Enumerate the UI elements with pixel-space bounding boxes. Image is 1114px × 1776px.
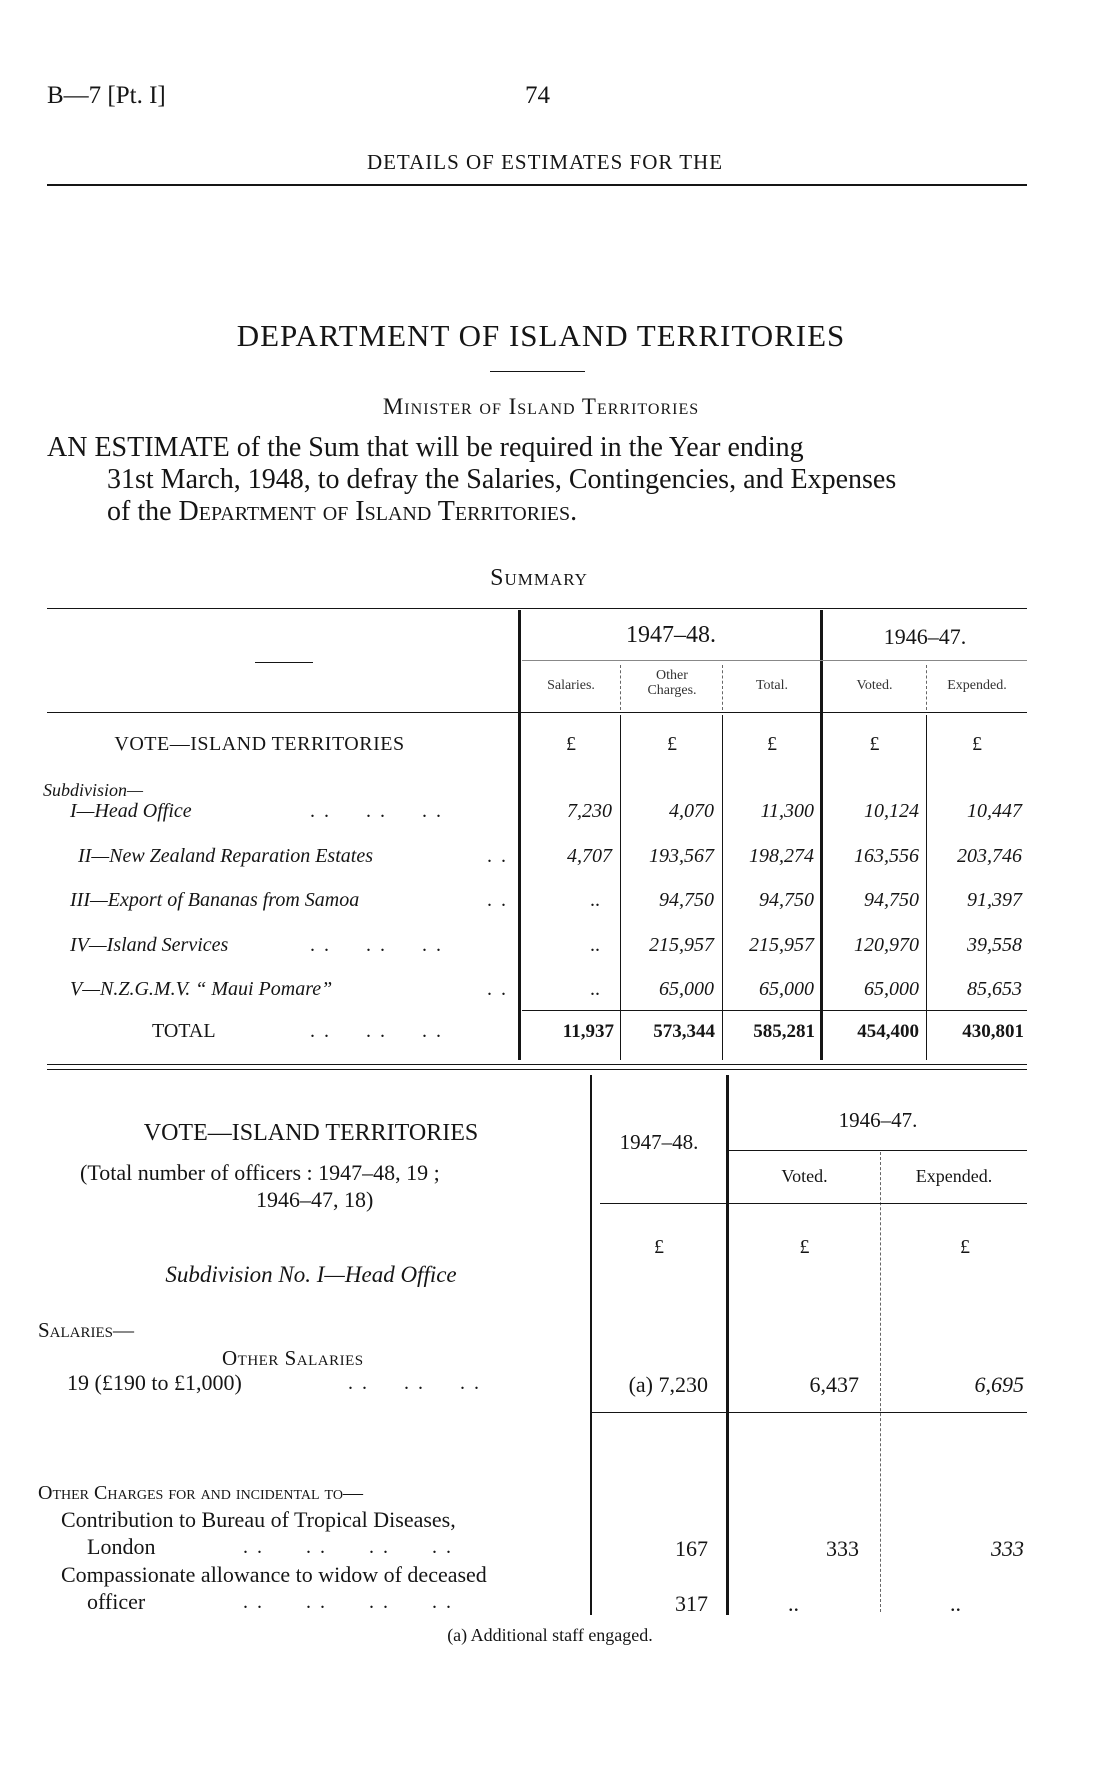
summary-cell-total: 65,000 <box>759 978 814 1000</box>
page-number: 74 <box>525 82 550 109</box>
department-title: DEPARTMENT OF ISLAND TERRITORIES <box>236 318 846 353</box>
salaries-heading: Salaries— <box>38 1318 135 1342</box>
leader-dots: . . . . . . <box>310 934 443 956</box>
page-reference: B—7 [Pt. I] <box>47 82 166 109</box>
summary-cell-voted: 10,124 <box>864 800 919 822</box>
salaries-row-label: 19 (£190 to £1,000) <box>67 1370 242 1395</box>
summary-total-label: TOTAL <box>152 1020 216 1042</box>
detail-header-rule <box>600 1203 1027 1204</box>
detail-year-current: 1947–48. <box>619 1130 699 1154</box>
summary-col-rule <box>620 715 621 1060</box>
leader-dots: . . . . . . <box>310 1020 443 1042</box>
currency-other: £ <box>667 733 677 755</box>
summary-row-label: V—N.Z.G.M.V. “ Maui Pomare” <box>70 978 333 1000</box>
charge-row-1-line-2: London <box>87 1534 156 1559</box>
summary-row-label: IV—Island Services <box>70 934 229 956</box>
summary-cell-expended: 39,558 <box>967 934 1022 956</box>
minister-line: Minister of Island Territories <box>382 394 700 419</box>
summary-col-rule <box>926 715 927 1060</box>
salaries-row-voted: 6,437 <box>809 1372 859 1397</box>
summary-double-rule <box>47 1069 1027 1070</box>
subdivision-label: Subdivision— <box>43 780 144 800</box>
summary-col-voted: Voted. <box>856 678 893 693</box>
detail-col-rule <box>590 1075 592 1615</box>
summary-double-rule <box>47 1064 1027 1065</box>
summary-col-salaries: Salaries. <box>547 678 595 693</box>
detail-col-expended: Expended. <box>915 1166 993 1186</box>
summary-cell-expended: 203,746 <box>957 845 1022 867</box>
salaries-row-expended: 6,695 <box>974 1372 1024 1397</box>
summary-total-total: 585,281 <box>753 1021 815 1042</box>
summary-row-label: I—Head Office <box>70 800 192 822</box>
currency-voted: £ <box>869 733 880 755</box>
summary-total-expended: 430,801 <box>962 1021 1024 1042</box>
summary-total-other: 573,344 <box>653 1021 715 1042</box>
summary-cell-total: 94,750 <box>759 889 814 911</box>
summary-year-previous: 1946–47. <box>883 624 967 649</box>
currency-total: £ <box>767 733 777 755</box>
leader-dots: . . . . . . . . <box>243 1591 453 1613</box>
summary-top-rule <box>47 608 1027 609</box>
currency-salaries: £ <box>566 733 576 755</box>
summary-col-expended: Expended. <box>947 678 1007 693</box>
leader-dots: . . <box>487 978 508 1000</box>
leader-dots: . . . . . . <box>310 800 443 822</box>
detail-year-previous: 1946–47. <box>838 1108 918 1132</box>
footnote: (a) Additional staff engaged. <box>447 1625 653 1645</box>
title-rule <box>490 371 585 372</box>
summary-total-voted: 454,400 <box>857 1021 919 1042</box>
summary-cell-salaries: .. <box>590 889 600 911</box>
detail-currency-expended: £ <box>960 1236 970 1258</box>
charge-row-2-expended: .. <box>950 1591 961 1616</box>
summary-row-label: III—Export of Bananas from Samoa <box>70 889 360 911</box>
detail-currency-current: £ <box>654 1236 664 1258</box>
detail-col-rule <box>726 1075 729 1615</box>
summary-cell-other: 65,000 <box>659 978 714 1000</box>
leader-dots: . . . . . . <box>348 1372 481 1394</box>
summary-cell-expended: 85,653 <box>967 978 1022 1000</box>
detail-officers-line-1: (Total number of officers : 1947–48, 19 ; <box>80 1160 440 1185</box>
summary-cell-salaries: 4,707 <box>567 845 612 867</box>
leader-dots: . . <box>487 889 508 911</box>
other-salaries-heading: Other Salaries <box>222 1346 364 1370</box>
charge-row-1-current: 167 <box>675 1536 708 1561</box>
summary-col-rule <box>722 665 723 710</box>
salaries-row-current: (a) 7,230 <box>628 1372 708 1397</box>
summary-header-rule <box>47 712 1027 713</box>
detail-year-rule <box>729 1150 1027 1151</box>
summary-cell-voted: 120,970 <box>854 934 919 956</box>
detail-col-voted: Voted. <box>781 1166 828 1186</box>
summary-year-rule <box>522 660 1027 661</box>
summary-cell-salaries: .. <box>590 934 600 956</box>
summary-col-total: Total. <box>755 678 789 693</box>
summary-cell-expended: 91,397 <box>967 889 1022 911</box>
summary-col-rule <box>518 610 521 1060</box>
summary-cell-salaries: .. <box>590 978 600 1000</box>
summary-col-rule <box>620 665 621 710</box>
summary-cell-salaries: 7,230 <box>567 800 612 822</box>
detail-currency-voted: £ <box>799 1236 810 1258</box>
detail-officers-line-2: 1946–47, 18) <box>256 1187 374 1212</box>
estimate-line-2: 31st March, 1948, to defray the Salaries, Contingencies, and Expenses <box>107 464 897 495</box>
summary-cell-other: 215,957 <box>649 934 714 956</box>
estimate-line-1: AN ESTIMATE of the Sum that will be required in the Year ending <box>47 432 804 463</box>
other-charges-heading: Other Charges for and incidental to— <box>38 1482 363 1504</box>
charge-row-2-current: 317 <box>675 1591 708 1616</box>
leader-dots: . . <box>487 845 508 867</box>
department-name: Department of Island Territories <box>178 496 571 527</box>
running-title: DETAILS OF ESTIMATES FOR THE <box>366 150 724 174</box>
currency-expended: £ <box>972 733 982 755</box>
summary-cell-other: 94,750 <box>659 889 714 911</box>
summary-cell-expended: 10,447 <box>967 800 1022 822</box>
summary-row-label: II—New Zealand Reparation Estates <box>78 845 373 867</box>
detail-subdivision: Subdivision No. I—Head Office <box>165 1262 457 1287</box>
summary-cell-total: 198,274 <box>749 845 814 867</box>
summary-heading: Summary <box>490 565 588 591</box>
detail-vote-label: VOTE—ISLAND TERRITORIES <box>143 1120 479 1146</box>
charge-row-1-expended: 333 <box>991 1536 1024 1561</box>
charge-row-1-line-1: Contribution to Bureau of Tropical Diseases, <box>61 1507 456 1532</box>
header-rule <box>47 184 1027 186</box>
charge-row-2-line-2: officer <box>87 1589 146 1614</box>
leader-dots: . . . . . . . . <box>243 1536 453 1558</box>
summary-placeholder-dash <box>255 662 313 663</box>
summary-year-current: 1947–48. <box>626 622 716 648</box>
summary-cell-voted: 65,000 <box>864 978 919 1000</box>
summary-cell-other: 193,567 <box>649 845 714 867</box>
summary-total-salaries: 11,937 <box>562 1021 614 1042</box>
estimate-line-3: of the Department of Island Territories. <box>107 496 578 527</box>
charge-row-2-voted: .. <box>788 1591 799 1616</box>
summary-cell-total: 11,300 <box>760 800 814 822</box>
summary-cell-total: 215,957 <box>749 934 814 956</box>
summary-cell-voted: 163,556 <box>854 845 919 867</box>
summary-cell-voted: 94,750 <box>864 889 919 911</box>
detail-salaries-rule <box>592 1412 1027 1413</box>
summary-vote-label: VOTE—ISLAND TERRITORIES <box>114 733 405 755</box>
summary-total-rule <box>522 1010 1027 1011</box>
charge-row-1-voted: 333 <box>826 1536 859 1561</box>
summary-col-rule <box>722 715 723 1060</box>
charge-row-2-line-1: Compassionate allowance to widow of deceased <box>61 1562 487 1587</box>
summary-col-other: Other Charges. <box>647 668 697 698</box>
summary-cell-other: 4,070 <box>669 800 714 822</box>
